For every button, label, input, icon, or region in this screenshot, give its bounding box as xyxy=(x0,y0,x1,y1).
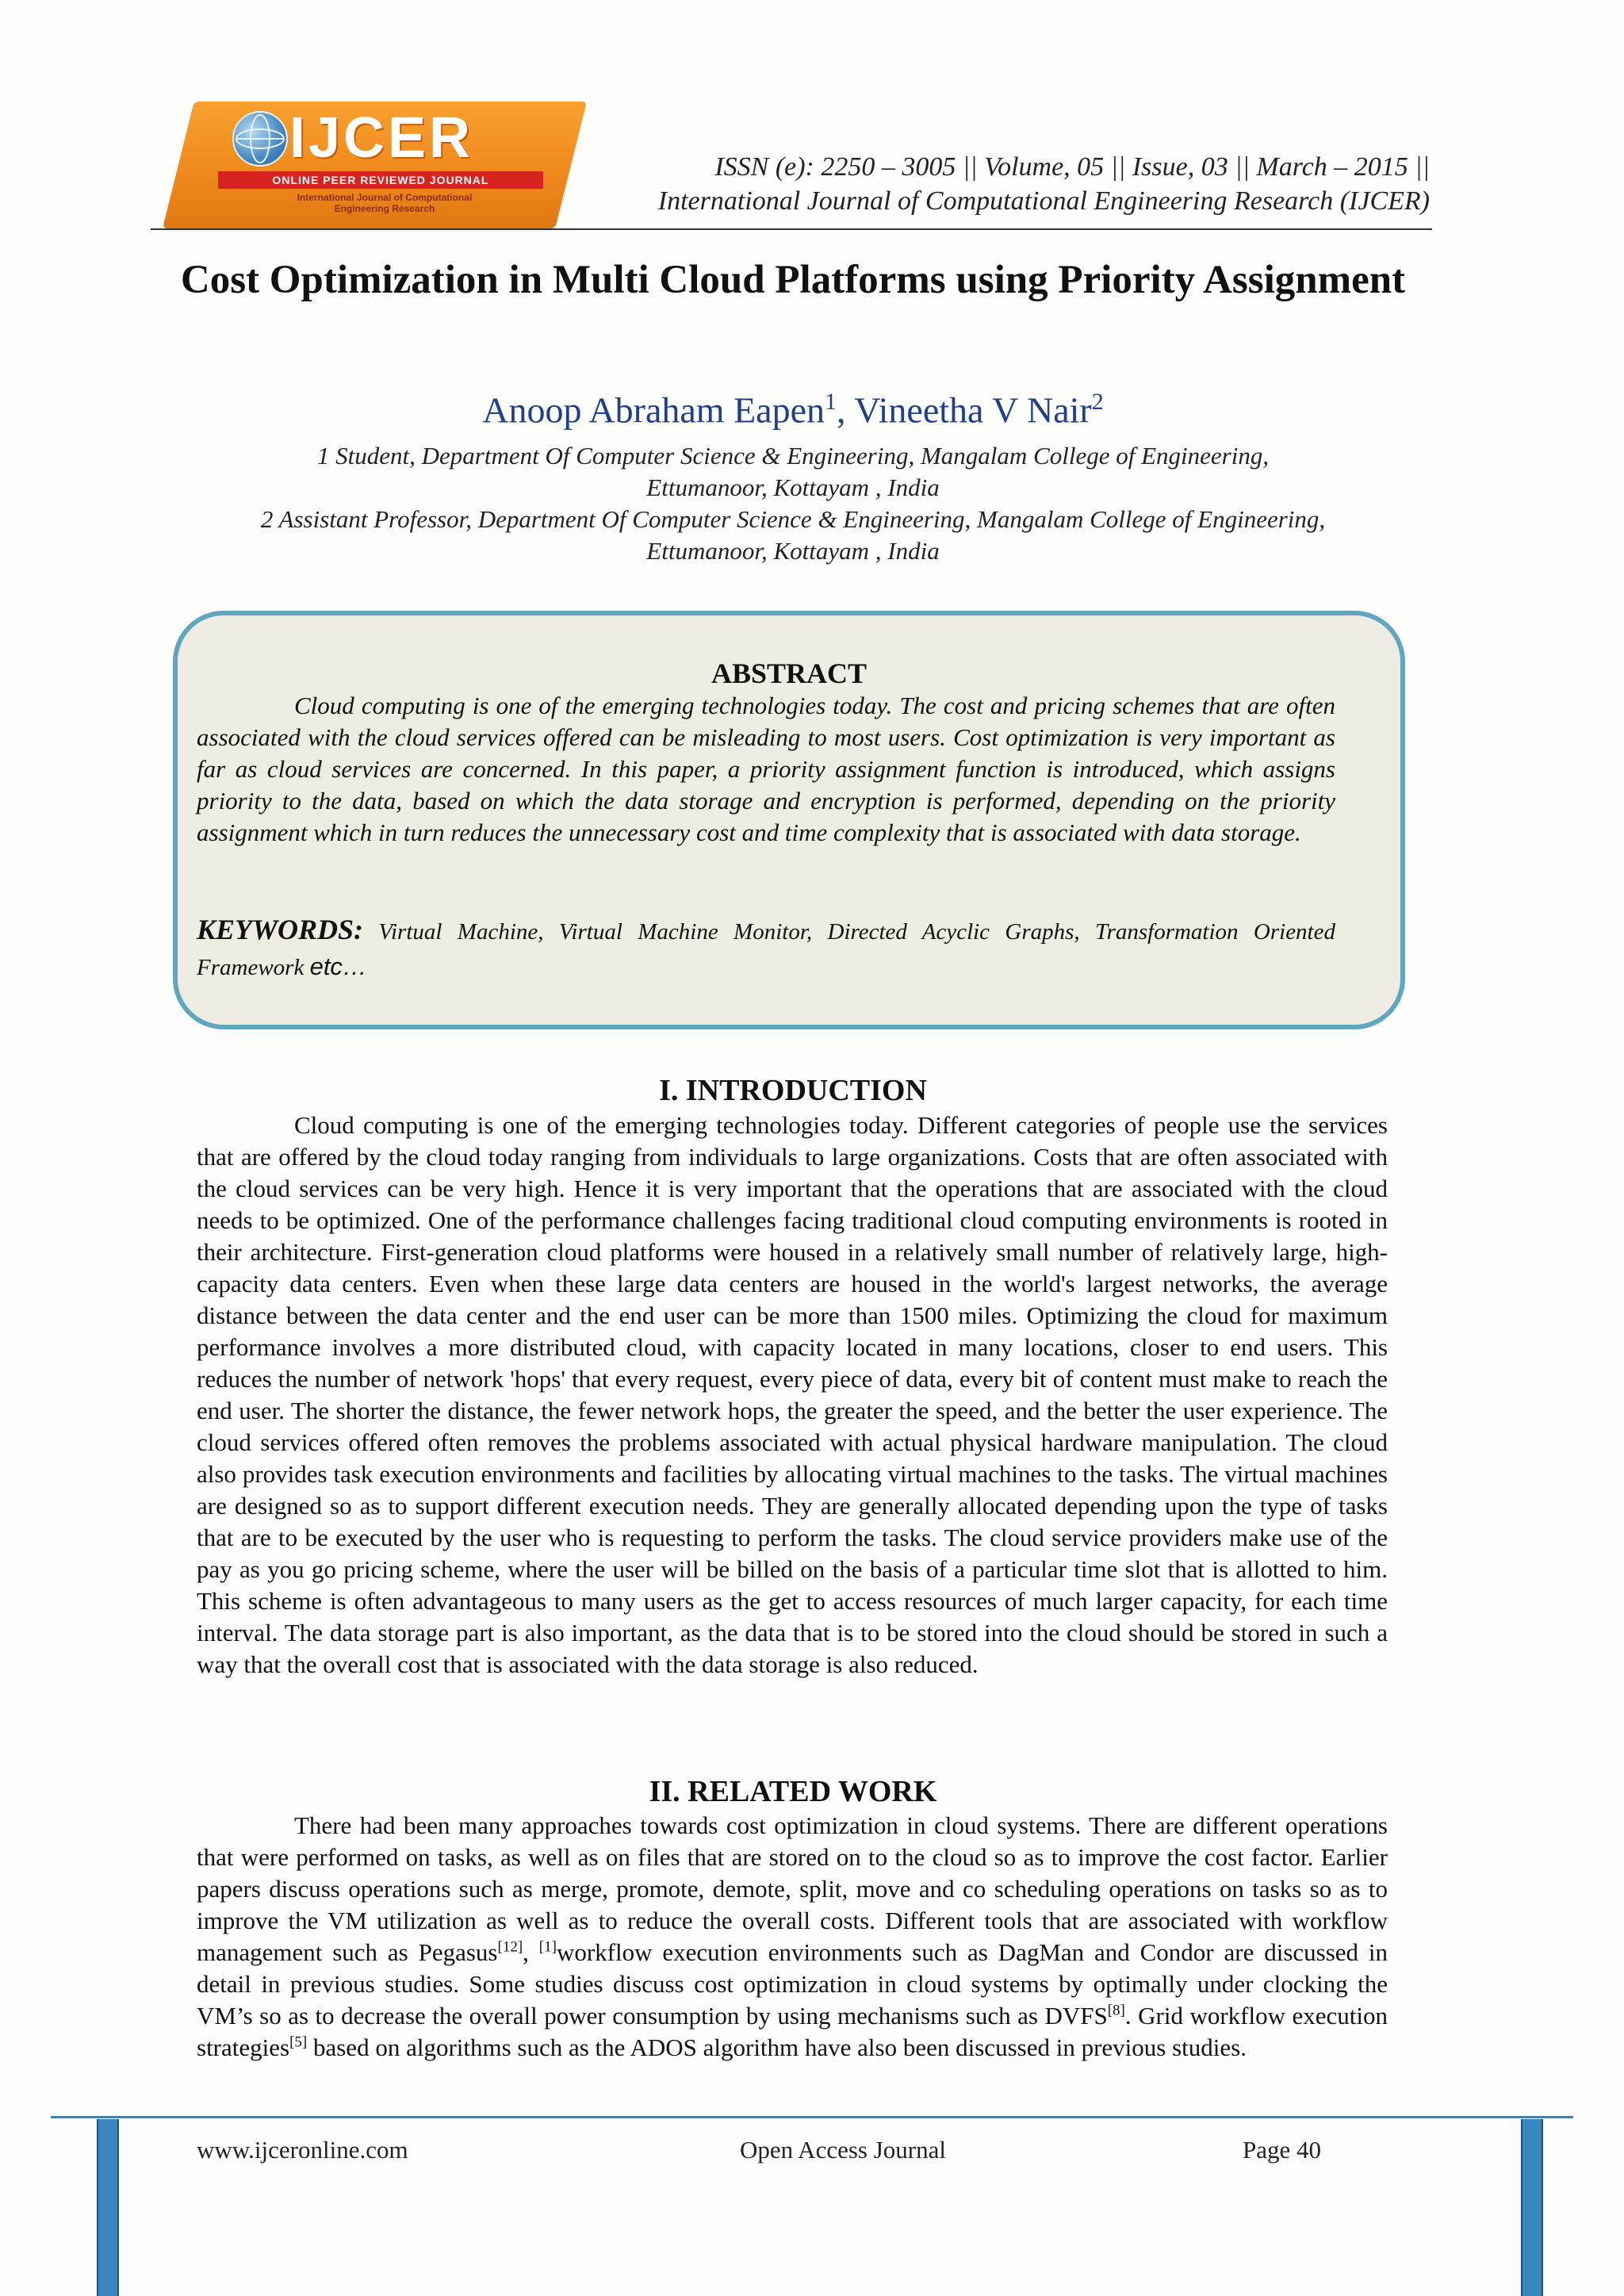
affiliation-1-line1: 1 Student, Department Of Computer Science & Engineering, Mangalam College of Engineering, xyxy=(316,442,1270,470)
logo-tagline: ONLINE PEER REVIEWED JOURNAL xyxy=(218,171,543,189)
author-separator: , xyxy=(837,389,855,431)
citation-12: [12] xyxy=(497,1938,523,1956)
related-text-part3: workflow execution environments such as DagMan and Condor are discussed in detail in previous studies. Some studies discuss cost optimization in cloud systems by optimally under clocking the VM’s so as to decrease the overall power consumption by using mechanisms such as DVFS xyxy=(197,1938,1388,2030)
affiliation-1 xyxy=(159,440,1427,504)
footer-website: www.ijceronline.com xyxy=(197,2136,408,2164)
footer-right-bar xyxy=(1521,2119,1543,2296)
author-line xyxy=(159,389,1427,431)
globe-icon xyxy=(232,111,288,167)
related-text-part5: based on algorithms such as the ADOS algorithm have also been discussed in previous studies. xyxy=(307,2033,1247,2061)
journal-name: International Journal of Computational Engineering Research (IJCER) xyxy=(657,186,1430,216)
section-heading-related-work: II. RELATED WORK xyxy=(649,1775,937,1808)
introduction-text: Cloud computing is one of the emerging technologies today. Different categories of people use the services that are offered by the cloud today ranging from individuals to large organizations. Costs that are often associated with the cloud services can be very high. Hence it is very important that the operations that are associated with the cloud needs to be optimized. One of the performance challenges facing traditional cloud computing environments is rooted in their architecture. First-generation cloud platforms were housed in a relatively small number of relatively large, high-capacity data centers. Even when these large data centers are housed in the world's largest networks, the average distance between the data center and the end user can be more than 1500 miles. Optimizing the cloud for maximum performance involves a more distributed cloud, with capacity located in many locations, closer to end users. This reduces the number of network 'hops' that every request, every piece of data, every bit of content must make to reach the end user. The shorter the distance, the fewer network hops, the greater the speed, and the better the user experience. The cloud services offered often removes the problems associated with actual physical hardware manipulation. The cloud also provides task execution environments and facilities by allocating virtual machines to the tasks. The virtual machines are designed so as to support different execution needs. They are generally allocated depending upon the type of tasks that are to be executed by the user who is requesting to perform the tasks. The cloud service providers make use of the pay as you go pricing scheme, where the user will be billed on the basis of a particular time slot that is allotted to him. This scheme is often advantageous to many users as the get to access resources of much larger capacity, for each time interval. The data storage part is also important, as the data that is to be stored into the cloud should be stored in such a way that the overall cost that is associated with the data storage is also reduced. xyxy=(197,1111,1388,1678)
related-text-part4: . Grid workflow execution strategies xyxy=(197,2002,1388,2061)
footer-divider xyxy=(51,2116,1573,2118)
author-1: Anoop Abraham Eapen xyxy=(482,389,825,431)
abstract-heading: ABSTRACT xyxy=(710,657,868,689)
keywords-list: Virtual Machine, Virtual Machine Monitor, Directed Acyclic Graphs, Transformation Oriented Framework xyxy=(197,919,1335,980)
keywords xyxy=(197,912,1335,985)
citation-5: [5] xyxy=(289,2033,308,2051)
affiliation-2-line2: Ettumanoor, Kottayam , India xyxy=(646,537,940,565)
footer-page-number: Page 40 xyxy=(1243,2136,1322,2164)
logo-subtitle xyxy=(226,192,543,214)
logo-title: IJCER xyxy=(289,106,474,170)
paper-title: Cost Optimization in Multi Cloud Platforms using Priority Assignment xyxy=(180,258,1406,302)
header-divider xyxy=(151,228,1432,230)
section-heading-introduction: I. INTRODUCTION xyxy=(659,1074,927,1107)
affiliation-2 xyxy=(159,504,1427,567)
author-1-sup: 1 xyxy=(825,389,837,415)
logo-subtitle-line2: Engineering Research xyxy=(334,203,435,214)
affiliation-1-line2: Ettumanoor, Kottayam , India xyxy=(646,473,940,501)
abstract-text: Cloud computing is one of the emerging technologies today. The cost and pricing schemes that are often associated with the cloud services offered can be misleading to most users. Cost optimization is very important as far as cloud services are concerned. In this paper, a priority assignment function is introduced, which assigns priority to the data, based on which the data storage and encryption is performed, depending on the priority assignment which in turn reduces the unnecessary cost and time complexity that is associated with data storage. xyxy=(197,692,1335,846)
related-text-part2: , xyxy=(523,1938,539,1966)
related-text-part1: There had been many approaches towards cost optimization in cloud systems. There are different operations that were performed on tasks, as well as on files that are stored on to the cloud so as to improve the cost factor. Earlier papers discuss operations such as merge, promote, demote, split, move and co scheduling operations on tasks so as to improve the VM utilization as well as to reduce the overall costs. Different tools that are associated with workflow management such as Pegasus xyxy=(197,1811,1388,1966)
footer-left-bar xyxy=(97,2119,119,2296)
affiliation-2-line1: 2 Assistant Professor, Department Of Computer Science & Engineering, Mangalam College of Engineering, xyxy=(260,505,1326,533)
journal-logo xyxy=(163,102,587,228)
logo-subtitle-line1: International Journal of Computational xyxy=(297,192,473,203)
author-2: Vineetha V Nair xyxy=(854,389,1092,431)
keywords-tail: etc… xyxy=(309,953,367,980)
citation-8: [8] xyxy=(1107,2002,1125,2019)
citation-1: [1] xyxy=(538,1938,557,1956)
footer-open-access: Open Access Journal xyxy=(740,2136,946,2164)
author-2-sup: 2 xyxy=(1091,389,1104,415)
issn-line: ISSN (e): 2250 – 3005 || Volume, 05 || Issue, 03 || March – 2015 || xyxy=(714,152,1430,182)
keywords-label: KEYWORDS: xyxy=(197,914,364,945)
related-work-text xyxy=(197,1810,1388,2064)
